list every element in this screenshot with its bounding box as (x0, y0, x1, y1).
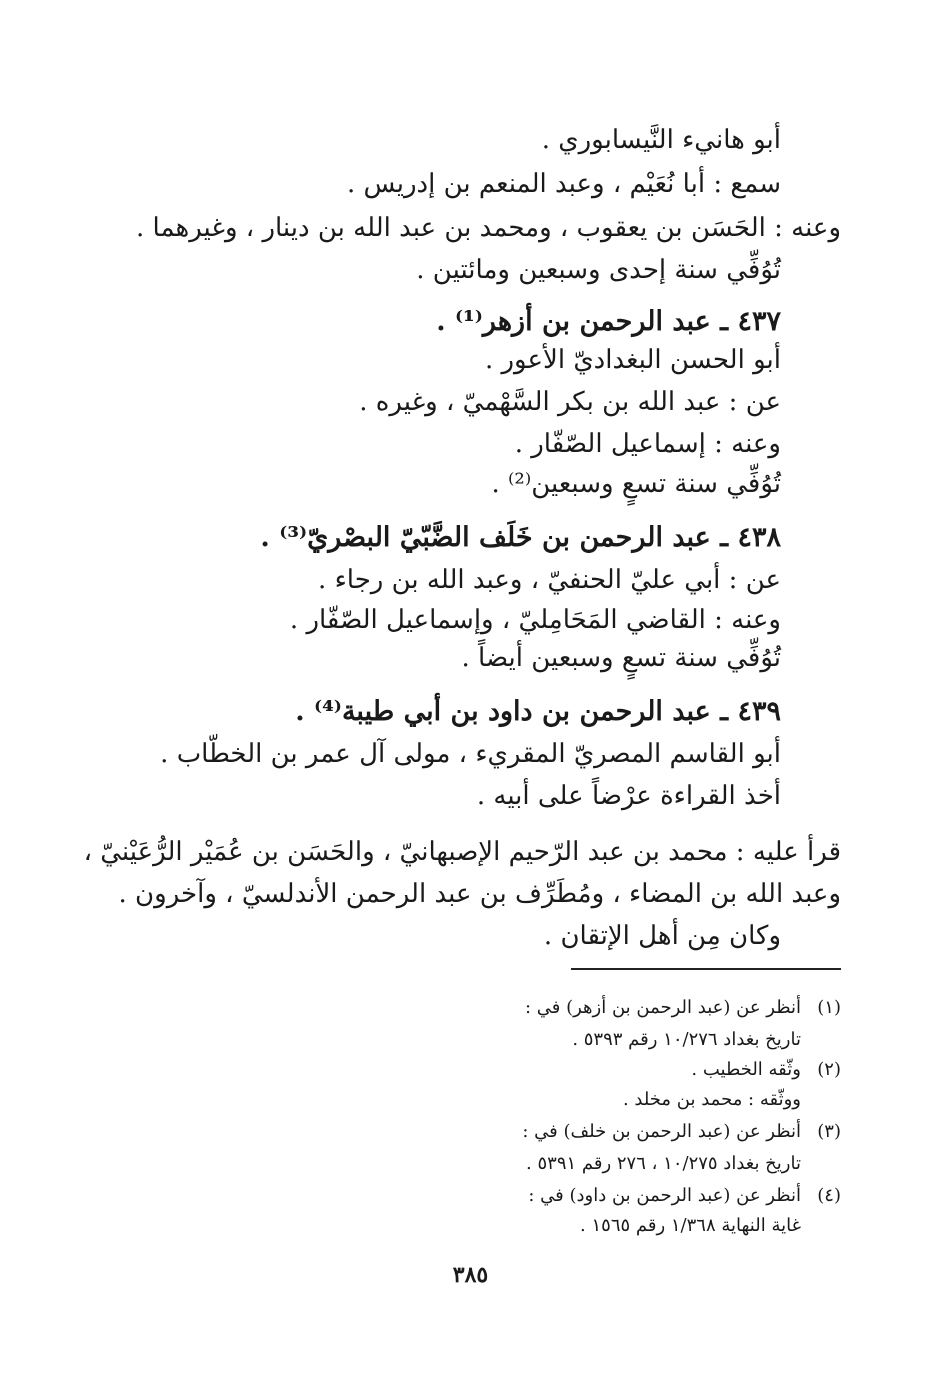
entry-437-line-1: أبو الحسن البغداديّ الأعور . (484, 345, 781, 375)
footnote-2-text: وثّقه الخطيب . (691, 1059, 801, 1080)
footnote-2-number: (٢) (817, 1059, 841, 1080)
footnote-1-text: أنظر عن (عبد الرحمن بن أزهر) في : (524, 997, 801, 1018)
footnote-2-continuation: ووثّقه : محمد بن مخلد . (622, 1089, 801, 1110)
footnote-3-continuation: تاريخ بغداد ١٠/٢٧٥ ، ٢٧٦ رقم ٥٣٩١ . (526, 1153, 801, 1174)
footnote-3-number: (٣) (817, 1121, 841, 1142)
entry-439-para-line-2: وعبد الله بن المضاء ، ومُطَرِّف بن عبد الرحمن الأندلسيّ ، وآخرون . (118, 879, 841, 909)
entry-438-heading: ٤٣٨ ـ عبد الرحمن بن خَلَف الضَّبّيّ البصْريّ⁽³⁾ . (260, 522, 781, 553)
footnote-4-text: أنظر عن (عبد الرحمن بن داود) في : (528, 1185, 801, 1206)
body-line-4: تُوُفِّي سنة إحدى وسبعين ومائتين . (416, 255, 781, 285)
entry-439-heading: ٤٣٩ ـ عبد الرحمن بن داود بن أبي طيبة⁽⁴⁾ . (295, 696, 781, 727)
footnote-4-continuation: غاية النهاية ١/٣٦٨ رقم ١٥٦٥ . (580, 1215, 801, 1236)
entry-437-heading: ٤٣٧ ـ عبد الرحمن بن أزهر⁽¹⁾ . (436, 306, 781, 337)
entry-438-line-2: وعنه : القاضي المَحَامِليّ ، وإسماعيل الصّفّار . (289, 605, 781, 635)
entry-439-line-1: أبو القاسم المصريّ المقريء ، مولى آل عمر بن الخطّاب . (160, 739, 781, 769)
entry-439-line-2: أخذ القراءة عرْضاً على أبيه . (476, 781, 781, 811)
body-line-1: أبو هانيء النَّيسابوري . (541, 125, 781, 155)
body-line-3: وعنه : الحَسَن بن يعقوب ، ومحمد بن عبد الله بن دينار ، وغيرهما . (136, 213, 841, 243)
entry-437-line-2: عن : عبد الله بن بكر السَّهْميّ ، وغيره . (359, 387, 781, 417)
entry-439-para-line-1: قرأ عليه : محمد بن عبد الرّحيم الإصبهانيّ ، والحَسَن بن عُمَيْر الرُّعَيْنيّ ، (83, 837, 841, 867)
footnote-4 (528, 1182, 841, 1210)
entry-438-line-1: عن : أبي عليّ الحنفيّ ، وعبد الله بن رجاء . (318, 565, 781, 595)
footnote-3-text: أنظر عن (عبد الرحمن بن خلف) في : (522, 1121, 801, 1142)
entry-439-para-line-3: وكان مِن أهل الإتقان . (543, 921, 781, 951)
footnote-3 (522, 1118, 841, 1146)
entry-437-line-4: تُوُفِّي سنة تسعٍ وسبعين⁽²⁾ . (491, 469, 781, 499)
body-line-2: سمع : أبا نُعَيْم ، وعبد المنعم بن إدريس . (347, 169, 781, 199)
footnote-1 (525, 994, 841, 1022)
footnote-1-number: (١) (817, 997, 841, 1018)
footnote-1-continuation: تاريخ بغداد ١٠/٢٧٦ رقم ٥٣٩٣ . (572, 1029, 801, 1050)
footnote-divider (571, 968, 841, 970)
footnote-2 (691, 1056, 841, 1084)
entry-438-line-3: تُوُفِّي سنة تسعٍ وسبعين أيضاً . (461, 643, 781, 673)
footnote-4-number: (٤) (817, 1185, 841, 1206)
entry-437-line-3: وعنه : إسماعيل الصّفّار . (514, 429, 781, 459)
page-number: ٣٨٥ (452, 1262, 489, 1288)
